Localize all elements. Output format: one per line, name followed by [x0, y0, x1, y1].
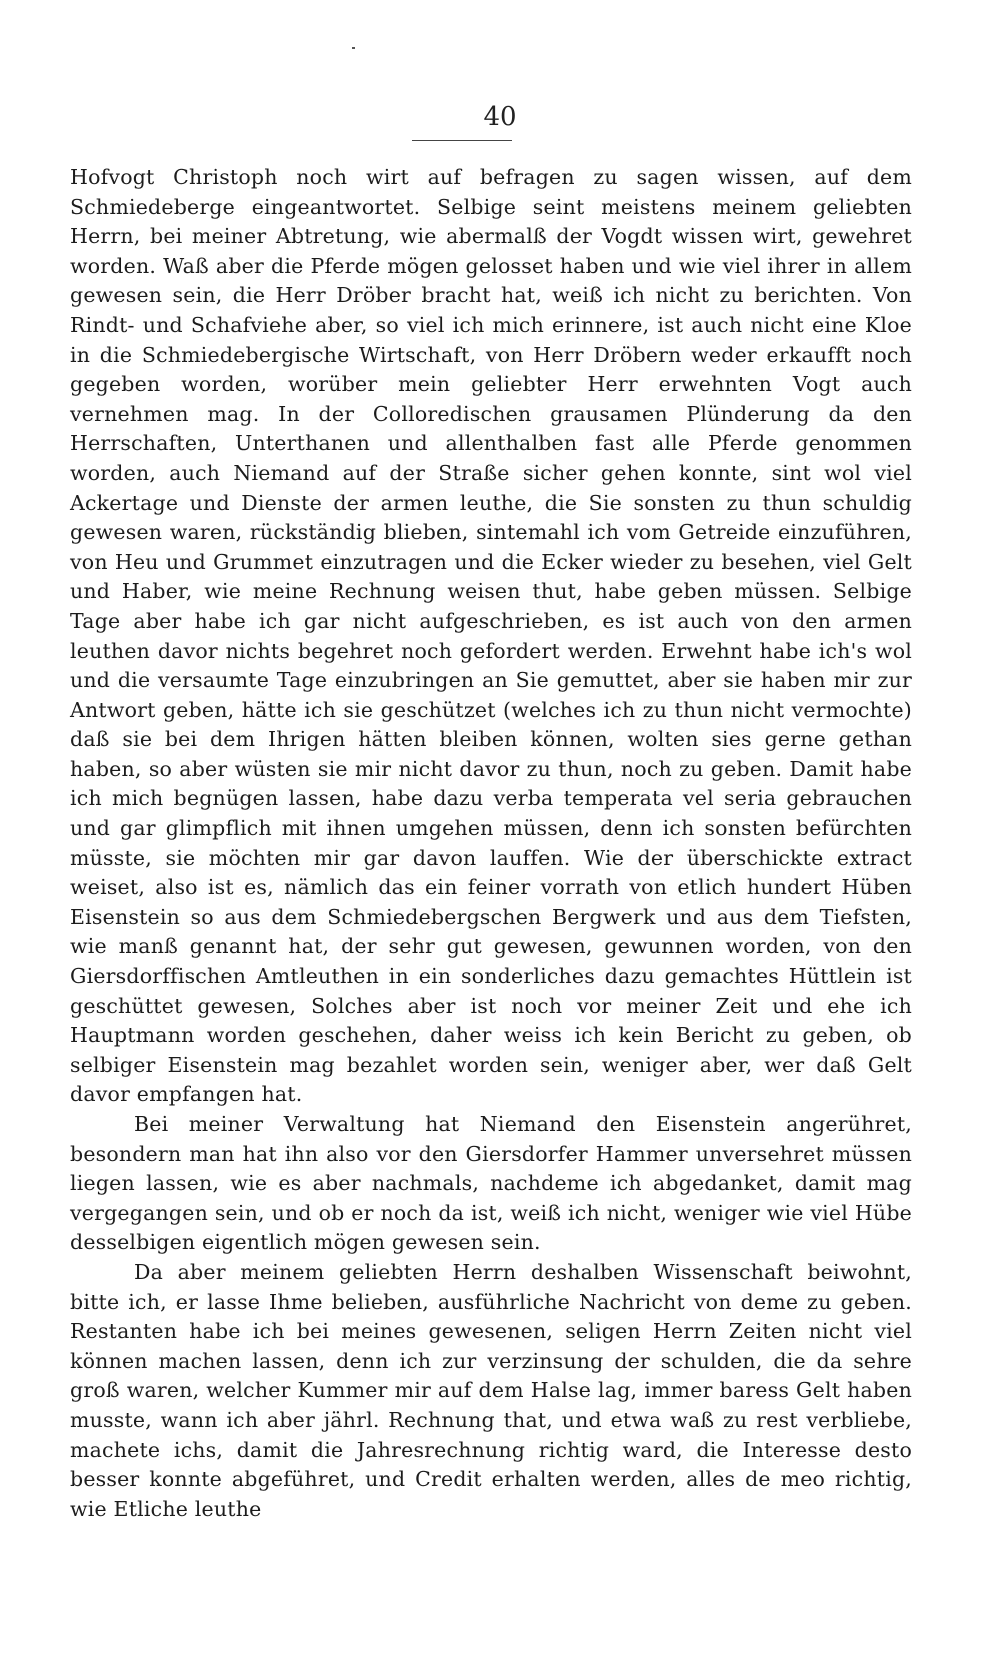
paragraph-2: Bei meiner Verwaltung hat Niemand den Eisenstein angerühret, besondern man hat ihn also vor den Giersdorfer Hammer unversehret müssen liegen lassen, wie es aber nachmals, nachdeme ich abgedanket, damit mag vergegangen sein, und ob er noch da ist, weiß ich nicht, weniger wie viel Hübe desselbigen eigentlich mögen gewesen sein.	[70, 1112, 912, 1255]
paragraph-3: Da aber meinem geliebten Herrn deshalben Wissenschaft beiwohnt, bitte ich, er lasse Ihme belieben, ausführliche Nachricht von deme zu geben. Restanten habe ich bei meines gewesenen, seligen Herrn Zeiten nicht viel können machen lassen, denn ich zur verzinsung der schulden, die da sehre groß waren, welcher Kummer mir auf dem Halse lag, immer baress Gelt haben musste, wann ich aber jährl. Rechnung that, und etwa waß zu rest verbliebe, machete ichs, damit die Jahresrechnung richtig ward, die Interesse desto besser konnte abgeführet, und Credit erhalten werden, alles de meo richtig, wie Etliche leuthe	[70, 1259, 912, 1521]
header-rule	[412, 140, 512, 141]
body-text	[70, 163, 912, 1524]
page-number: 40	[483, 102, 517, 132]
paragraph-1: Hofvogt Christoph noch wirt auf befragen zu sagen wissen, auf dem Schmiedeberge eingeantwortet. Selbige seint meistens meinem geliebten Herrn, bei meiner Abtretung, wie abermalß der Vogdt wissen wirt, gewehret worden. Waß aber die Pferde mögen gelosset haben und wie viel ihrer in allem gewesen sein, die Herr Dröber bracht hat, weiß ich nicht zu berichten. Von Rindt- und Schafviehe aber, so viel ich mich erinnere, ist auch nicht eine Kloe in die Schmiedebergische Wirtschaft, von Herr Dröbern weder erkaufft noch gegeben worden, worüber mein geliebter Herr erwehnten Vogt auch vernehmen mag. In der Colloredischen grausamen Plünderung da den Herrschaften, Unterthanen und allenthalben fast alle Pferde genommen worden, auch Niemand auf der Straße sicher gehen konnte, sint wol viel Ackertage und Dienste der armen leuthe, die Sie sonsten zu thun schuldig gewesen waren, rückständig blieben, sintemahl ich vom Getreide einzuführen, von Heu und Grummet einzutragen und die Ecker wieder zu besehen, viel Gelt und Haber, wie meine Rechnung weisen thut, habe geben müssen. Selbige Tage aber habe ich gar nicht aufgeschrieben, es ist auch von den armen leuthen davor nichts begehret noch gefordert werden. Erwehnt habe ich's wol und die versaumte Tage einzubringen an Sie gemuttet, aber sie haben mir zur Antwort geben, hätte ich sie geschützet (welches ich zu thun nicht vermochte) daß sie bei dem Ihrigen hätten bleiben können, wolten sies gerne gethan haben, so aber wüsten sie mir nicht davor zu thun, noch zu geben. Damit habe ich mich begnügen lassen, habe dazu verba temperata vel seria gebrauchen und gar glimpflich mit ihnen umgehen müssen, denn ich sonsten befürchten müsste, sie möchten mir gar davon lauffen. Wie der überschickte extract weiset, also ist es, nämlich das ein feiner vorrath von etlich hundert Hüben Eisenstein so aus dem Schmiedebergschen Bergwerk und aus dem Tiefsten, wie manß genannt hat, der sehr gut gewesen, gewunnen worden, von den Giersdorffischen Amtleuthen in ein sonderliches dazu gemachtes Hüttlein ist geschüttet gewesen, Solches aber ist noch vor meiner Zeit und ehe ich Hauptmann worden geschehen, daher weiss ich kein Bericht zu geben, ob selbiger Eisenstein mag bezahlet worden sein, weniger aber, wer daß Gelt davor empfangen hat.	[70, 165, 912, 1107]
ink-speck	[352, 47, 355, 49]
